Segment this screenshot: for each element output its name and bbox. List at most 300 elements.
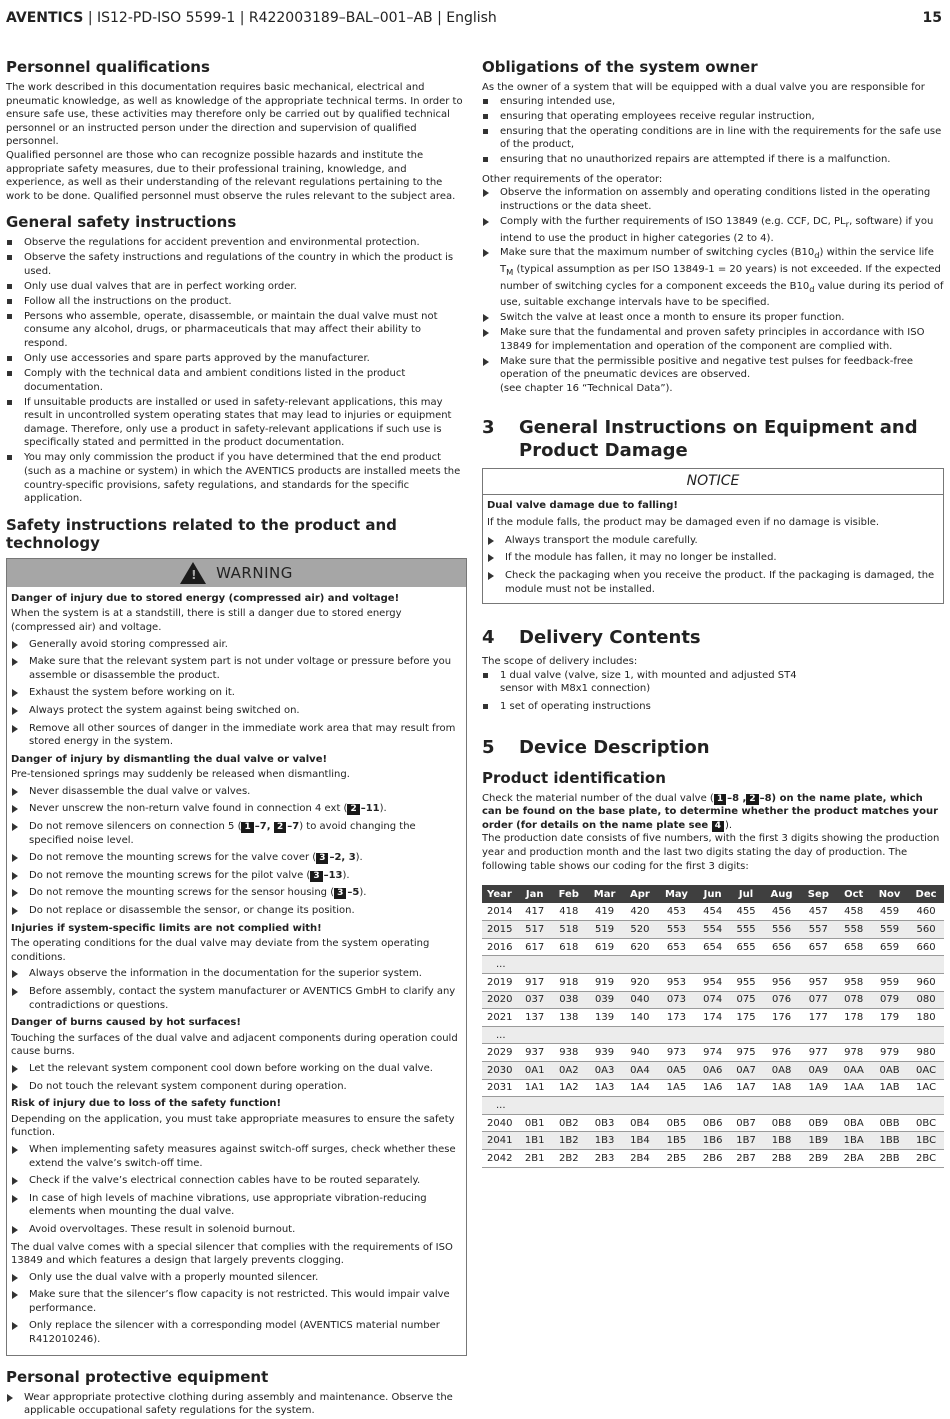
brand-name: AVENTICS: [6, 10, 84, 26]
table-cell: 1A5: [657, 1079, 696, 1097]
table-cell: 0AA: [836, 1061, 871, 1079]
figure-ref-text: –2, 3: [329, 852, 356, 864]
item-text: , software) if you intend to use the product in higher categories (2 to 4).: [500, 215, 934, 244]
list-item: Let the relevant system component cool down before working on the dual valve.: [11, 1062, 462, 1076]
list-item: [11, 851, 462, 865]
table-cell: 619: [586, 938, 623, 956]
personnel-paragraph-2: Qualified personnel are those who can recognize possible hazards and institute the appropriate safety measures, due to their professional training, knowledge, and experience, as well as their understanding of the relevant regulations pertaining to the work to be done. Qualified personnel must observe the rules relevant to the subject area.: [6, 149, 456, 202]
list-item: Do not replace or disassemble the sensor, or change its position.: [11, 904, 462, 918]
list-item: Before assembly, contact the system manufacturer or AVENTICS GmbH to clarify any contradictions or questions.: [11, 985, 462, 1012]
table-cell: 1BA: [836, 1132, 871, 1150]
table-cell: 0B8: [763, 1114, 801, 1132]
chapter-title: General Instructions on Equipment and Product Damage: [519, 416, 918, 461]
list-item: ensuring that operating employees receive regular instruction,: [482, 110, 944, 124]
table-cell: 1A8: [763, 1079, 801, 1097]
list-item: Only replace the silencer with a corresponding model (AVENTICS material number R412010246).: [11, 1319, 462, 1346]
table-cell: 980: [908, 1044, 944, 1062]
table-cell: 2041: [482, 1132, 518, 1150]
chapter-4-heading: [482, 626, 944, 649]
table-row: [482, 1044, 944, 1062]
table-cell: 520: [623, 921, 657, 939]
list-item: Wear appropriate protective clothing during assembly and maintenance. Observe the applicable occupational safety regulations for the system.: [6, 1391, 466, 1418]
table-cell: 2019: [482, 973, 518, 991]
table-cell: 1B4: [623, 1132, 657, 1150]
table-cell: 1A7: [729, 1079, 762, 1097]
chapter-5: [482, 736, 944, 1168]
table-cell: 2020: [482, 991, 518, 1009]
list-item: Always observe the information in the documentation for the superior system.: [11, 967, 462, 981]
table-cell: 1A6: [696, 1079, 729, 1097]
list-item: ensuring that no unauthorized repairs are attempted if there is a malfunction.: [482, 153, 944, 167]
table-cell: 2B3: [586, 1149, 623, 1167]
list-item: You may only commission the product if you have determined that the end product (such as a machine or system) in which the AVENTICS products are installed meets the country-specific provisions, safety regulations, and standards for the specific application.: [6, 451, 466, 505]
table-cell: 137: [518, 1009, 551, 1027]
table-cell: 0B2: [551, 1114, 586, 1132]
table-cell: 460: [908, 903, 944, 921]
table-cell: 919: [586, 973, 623, 991]
table-cell: 1B3: [586, 1132, 623, 1150]
subscript: M: [506, 267, 514, 278]
table-row: [482, 903, 944, 921]
notice-body: [483, 495, 943, 604]
table-row: [482, 938, 944, 956]
table-cell: 078: [836, 991, 871, 1009]
chapter-title: Delivery Contents: [519, 627, 701, 649]
table-cell: 0B6: [696, 1114, 729, 1132]
table-header-cell: Apr: [623, 885, 657, 903]
table-cell: 0A1: [518, 1061, 551, 1079]
item-text: ).: [724, 819, 733, 831]
product-safety-title: Safety instructions related to the product and technology: [6, 515, 397, 552]
notice-list: [487, 534, 939, 596]
table-cell: 617: [518, 938, 551, 956]
figure-ref-text: –7,: [254, 821, 274, 833]
subscript: d: [809, 283, 815, 294]
table-row: [482, 1026, 944, 1044]
list-item: Only use dual valves that are in perfect working order.: [6, 280, 466, 294]
notice-header: NOTICE: [483, 469, 943, 495]
table-row: [482, 1132, 944, 1150]
table-cell: 659: [871, 938, 908, 956]
table-cell: 654: [696, 938, 729, 956]
list-item: Generally avoid storing compressed air.: [11, 638, 462, 652]
table-cell: 0A6: [696, 1061, 729, 1079]
ppe-section: [6, 1368, 466, 1418]
table-cell: 960: [908, 973, 944, 991]
table-cell: 174: [696, 1009, 729, 1027]
table-cell: 1A3: [586, 1079, 623, 1097]
item-text: ).: [355, 852, 363, 864]
list-item: Observe the safety instructions and regulations of the country in which the product is used.: [6, 251, 466, 278]
table-row: [482, 1009, 944, 1027]
table-cell: 2B9: [800, 1149, 836, 1167]
table-cell: 1AA: [836, 1079, 871, 1097]
figure-ref-text: –13: [323, 869, 343, 881]
table-cell: 0AC: [908, 1061, 944, 1079]
figure-ref-badge: 3: [310, 871, 322, 882]
table-cell: 419: [586, 903, 623, 921]
warning-safety-function-intro: Depending on the application, you must take appropriate measures to ensure the safety function.: [11, 1113, 455, 1139]
list-item: 1 dual valve (valve, size 1, with mounted and adjusted ST4 sensor with M8x1 connection): [482, 669, 822, 696]
table-header-cell: Sep: [800, 885, 836, 903]
table-cell: 0B3: [586, 1114, 623, 1132]
item-text: Make sure that the maximum number of switching cycles (B10: [500, 247, 815, 259]
table-cell: 076: [763, 991, 801, 1009]
table-cell: 653: [657, 938, 696, 956]
table-cell: 2BB: [871, 1149, 908, 1167]
table-cell: 453: [657, 903, 696, 921]
list-item: Never disassemble the dual valve or valves.: [11, 785, 462, 799]
list-item: Do not touch the relevant system component during operation.: [11, 1080, 462, 1094]
table-header-cell: Oct: [836, 885, 871, 903]
table-cell: 459: [871, 903, 908, 921]
table-header-row: [482, 885, 944, 903]
list-item: Make sure that the silencer’s flow capacity is not restricted. This would impair valve performance.: [11, 1288, 462, 1315]
table-cell: 420: [623, 903, 657, 921]
personnel-paragraph-1: The work described in this documentation requires basic mechanical, electrical and pneumatic knowledge, as well as knowledge of the appropriate technical terms. In order to ensure safe use, these activities may therefore only be carried out by qualified technical personnel or an instructed person under the direction and supervision of qualified personnel.: [6, 82, 463, 148]
table-cell: 2B4: [623, 1149, 657, 1167]
warning-silencer-list: [11, 1271, 462, 1347]
table-cell: 1A2: [551, 1079, 586, 1097]
list-item: Switch the valve at least once a month to ensure its proper function.: [482, 311, 944, 325]
owner-list: [482, 95, 944, 167]
table-cell: 554: [696, 921, 729, 939]
table-ellipsis-cell: ...: [482, 1097, 944, 1115]
general-safety-list: [6, 236, 466, 505]
table-cell: 957: [800, 973, 836, 991]
list-item: [482, 215, 944, 245]
table-cell: 417: [518, 903, 551, 921]
figure-ref-text: –11: [360, 803, 380, 815]
figure-ref-text: –8) on the name plate, which can be found on the base plate, to determine whether the product matches your order (for details on the name plate see: [482, 792, 939, 831]
table-cell: 939: [586, 1044, 623, 1062]
item-text: (typical assumption as per ISO 13849-1 = 20 years) is not exceeded. If the expected number of switching cycles for a component exceeds the B10: [500, 264, 941, 292]
list-item: [482, 246, 944, 309]
table-cell: 979: [871, 1044, 908, 1062]
list-item: Always protect the system against being switched on.: [11, 704, 462, 718]
warning-body: [7, 587, 466, 1355]
table-cell: 176: [763, 1009, 801, 1027]
list-item: 1 set of operating instructions: [482, 700, 822, 714]
table-cell: 074: [696, 991, 729, 1009]
table-cell: 178: [836, 1009, 871, 1027]
table-row: [482, 1079, 944, 1097]
list-item: Only use the dual valve with a properly mounted silencer.: [11, 1271, 462, 1285]
list-item: Observe the information on assembly and operating conditions listed in the operating instructions or the data sheet.: [482, 186, 944, 213]
figure-ref-badge: 3: [334, 888, 346, 899]
personnel-title: Personnel qualifications: [6, 58, 210, 76]
table-cell: 518: [551, 921, 586, 939]
warning-safety-function-list: [11, 1143, 462, 1237]
list-item: [11, 886, 462, 900]
table-cell: 0A8: [763, 1061, 801, 1079]
warning-label: WARNING: [216, 563, 293, 582]
table-cell: 976: [763, 1044, 801, 1062]
warning-burns-intro: Touching the surfaces of the dual valve and adjacent components during operation could cause burns.: [11, 1032, 458, 1058]
chapter-number: 3: [482, 416, 495, 438]
table-row: [482, 921, 944, 939]
table-cell: 517: [518, 921, 551, 939]
page-number: 15: [922, 10, 942, 26]
page-header: [6, 10, 944, 28]
table-cell: 918: [551, 973, 586, 991]
table-cell: 937: [518, 1044, 551, 1062]
table-header-cell: Year: [482, 885, 518, 903]
list-item: [11, 820, 462, 847]
production-date-text: The production date consists of five numbers, with the first 3 digits showing the production year and production month and the last two digits stating the day of production. The following table shows our coding for the first 3 digits:: [482, 833, 940, 872]
table-cell: 1A9: [800, 1079, 836, 1097]
ppe-title: Personal protective equipment: [6, 1367, 269, 1386]
operator-requirements-intro: Other requirements of the operator:: [482, 173, 663, 185]
table-cell: 077: [800, 991, 836, 1009]
warning-limits-intro: The operating conditions for the dual valve may deviate from the system operating conditions.: [11, 938, 430, 963]
table-cell: 2B2: [551, 1149, 586, 1167]
table-cell: 1BC: [908, 1132, 944, 1150]
warning-stored-energy-intro: When the system is at a standstill, there is still a danger due to stored energy (compressed air) and voltage.: [11, 608, 402, 633]
warning-dismantling-intro: Pre-tensioned springs may suddenly be released when dismantling.: [11, 769, 350, 781]
warning-burns-list: [11, 1062, 462, 1093]
general-safety-section: [6, 213, 466, 505]
owner-title: Obligations of the system owner: [482, 58, 758, 76]
table-cell: 080: [908, 991, 944, 1009]
table-row: [482, 973, 944, 991]
subscript: d: [814, 250, 820, 261]
table-cell: 0BC: [908, 1114, 944, 1132]
table-cell: 557: [800, 921, 836, 939]
table-cell: 938: [551, 1044, 586, 1062]
table-cell: 0AB: [871, 1061, 908, 1079]
list-item: Always transport the module carefully.: [487, 534, 939, 548]
table-cell: 039: [586, 991, 623, 1009]
table-cell: 953: [657, 973, 696, 991]
table-body: [482, 903, 944, 1167]
table-cell: 079: [871, 991, 908, 1009]
document-reference: | IS12-PD-ISO 5599-1 | R422003189–BAL–001–AB | English: [83, 10, 497, 26]
item-text: Comply with the further requirements of ISO 13849 (e.g. CCF, DC, PL: [500, 215, 846, 227]
table-cell: 655: [729, 938, 762, 956]
item-text: Do not remove the mounting screws for the pilot valve (: [29, 869, 311, 881]
list-item: Exhaust the system before working on it.: [11, 686, 462, 700]
general-safety-title: General safety instructions: [6, 213, 237, 232]
item-text: ) to avoid changing the specified noise level.: [29, 821, 416, 846]
table-cell: 037: [518, 991, 551, 1009]
table-cell: 920: [623, 973, 657, 991]
table-cell: 555: [729, 921, 762, 939]
table-cell: 455: [729, 903, 762, 921]
table-cell: 1B2: [551, 1132, 586, 1150]
table-cell: 556: [763, 921, 801, 939]
item-text: Do not remove the mounting screws for the sensor housing (: [29, 887, 335, 899]
table-row: [482, 1097, 944, 1115]
table-cell: 2031: [482, 1079, 518, 1097]
figure-ref-badge: 4: [712, 821, 724, 832]
table-cell: 2014: [482, 903, 518, 921]
table-cell: 1B6: [696, 1132, 729, 1150]
table-cell: 940: [623, 1044, 657, 1062]
chapter-number: 4: [482, 627, 495, 649]
list-item: Observe the regulations for accident prevention and environmental protection.: [6, 236, 466, 250]
table-cell: 138: [551, 1009, 586, 1027]
table-cell: 139: [586, 1009, 623, 1027]
table-cell: 958: [836, 973, 871, 991]
table-cell: 0A5: [657, 1061, 696, 1079]
list-item: Persons who assemble, operate, disassemble, or maintain the dual valve must not consume any alcohol, drugs, or pharmaceuticals that may affect their ability to respond.: [6, 310, 466, 351]
table-row: [482, 991, 944, 1009]
table-cell: 559: [871, 921, 908, 939]
table-cell: 2042: [482, 1149, 518, 1167]
table-header-cell: Aug: [763, 885, 801, 903]
figure-ref-badge: 1: [241, 822, 253, 833]
warning-stored-energy-list: [11, 638, 462, 749]
figure-ref-text: –8 ,: [727, 792, 747, 804]
product-identification-title: Product identification: [482, 768, 666, 787]
notice-subtitle: Dual valve damage due to falling!: [487, 499, 678, 511]
item-text: ) within the service life T: [500, 247, 934, 276]
warning-box: [6, 558, 467, 1356]
warning-dismantling-title: Danger of injury by dismantling the dual valve or valve!: [11, 753, 328, 765]
table-cell: 2B5: [657, 1149, 696, 1167]
list-item: ensuring intended use,: [482, 95, 944, 109]
warning-limits-list: [11, 967, 462, 1012]
table-cell: 1B7: [729, 1132, 762, 1150]
table-cell: 173: [657, 1009, 696, 1027]
table-cell: 2B6: [696, 1149, 729, 1167]
table-header-cell: Dec: [908, 885, 944, 903]
table-header-cell: Mar: [586, 885, 623, 903]
item-text: Make sure that the permissible positive and negative test pulses for feedback-free operation of the pneumatic devices are observed.: [500, 355, 914, 381]
table-header-cell: Jun: [696, 885, 729, 903]
table-cell: 956: [763, 973, 801, 991]
item-text: Do not remove silencers on connection 5 (: [29, 821, 242, 833]
table-cell: 2B1: [518, 1149, 551, 1167]
figure-ref-text: –7: [287, 821, 300, 833]
table-cell: 175: [729, 1009, 762, 1027]
table-cell: 1B9: [800, 1132, 836, 1150]
table-cell: 038: [551, 991, 586, 1009]
table-cell: 2016: [482, 938, 518, 956]
table-cell: 140: [623, 1009, 657, 1027]
notice-box: [482, 468, 944, 605]
list-item: When implementing safety measures against switch-off surges, check whether these extend the valve’s switch-off time.: [11, 1143, 462, 1170]
item-text: Check the material number of the dual valve (: [482, 792, 714, 804]
table-row: [482, 1149, 944, 1167]
item-text: ).: [342, 869, 350, 881]
table-cell: 180: [908, 1009, 944, 1027]
table-cell: 656: [763, 938, 801, 956]
warning-silencer-text: The dual valve comes with a special silencer that complies with the requirements of ISO 13849 and which features a design that largely prevents clogging.: [11, 1241, 453, 1267]
table-cell: 1BB: [871, 1132, 908, 1150]
table-ellipsis-cell: ...: [482, 956, 944, 974]
table-cell: 973: [657, 1044, 696, 1062]
chapter-3: [482, 416, 944, 605]
table-cell: 2040: [482, 1114, 518, 1132]
table-cell: 2029: [482, 1044, 518, 1062]
table-cell: 0A2: [551, 1061, 586, 1079]
table-cell: 560: [908, 921, 944, 939]
chapter-4: [482, 626, 944, 713]
warning-limits-title: Injuries if system-specific limits are not complied with!: [11, 922, 322, 934]
list-item: Check the packaging when you receive the product. If the packaging is damaged, the module must not be installed.: [487, 569, 939, 596]
table-cell: 2030: [482, 1061, 518, 1079]
list-item: In case of high levels of machine vibrations, use appropriate vibration-reducing elements when mounting the dual valve.: [11, 1192, 462, 1219]
warning-burns-title: Danger of burns caused by hot surfaces!: [11, 1017, 241, 1029]
table-cell: 456: [763, 903, 801, 921]
warning-header: [7, 559, 466, 587]
right-column: [482, 58, 944, 1168]
table-header-cell: May: [657, 885, 696, 903]
table-cell: 457: [800, 903, 836, 921]
delivery-list: [482, 669, 822, 714]
table-ellipsis-cell: ...: [482, 1026, 944, 1044]
table-cell: 0B1: [518, 1114, 551, 1132]
table-cell: 0B5: [657, 1114, 696, 1132]
list-item: Follow all the instructions on the product.: [6, 295, 466, 309]
left-column: [6, 58, 466, 1419]
item-text: Never unscrew the non-return valve found in connection 4 ext (: [29, 803, 348, 815]
table-cell: 0B9: [800, 1114, 836, 1132]
table-cell: 1A4: [623, 1079, 657, 1097]
figure-ref-text: –5: [347, 887, 360, 899]
table-cell: 0A9: [800, 1061, 836, 1079]
list-item: If the module has fallen, it may no longer be installed.: [487, 551, 939, 565]
figure-ref-badge: 1: [714, 794, 726, 805]
warning-stored-energy-title: Danger of injury due to stored energy (compressed air) and voltage!: [11, 592, 400, 604]
table-header-cell: Jul: [729, 885, 762, 903]
table-cell: 2BA: [836, 1149, 871, 1167]
table-cell: 1B5: [657, 1132, 696, 1150]
table-cell: 657: [800, 938, 836, 956]
table-cell: 917: [518, 973, 551, 991]
figure-ref-badge: 3: [316, 853, 328, 864]
chapter-3-heading: [482, 416, 944, 462]
list-item: Make sure that the relevant system part is not under voltage or pressure before you assemble or disassemble the product.: [11, 655, 462, 682]
table-cell: 0A3: [586, 1061, 623, 1079]
table-cell: 977: [800, 1044, 836, 1062]
table-cell: 1B1: [518, 1132, 551, 1150]
product-identification-text: [482, 792, 944, 833]
table-cell: 978: [836, 1044, 871, 1062]
table-cell: 620: [623, 938, 657, 956]
notice-intro: If the module falls, the product may be damaged even if no damage is visible.: [487, 517, 880, 529]
table-cell: 177: [800, 1009, 836, 1027]
table-cell: 2021: [482, 1009, 518, 1027]
table-cell: 955: [729, 973, 762, 991]
list-item: Remove all other sources of danger in the immediate work area that may result from stored energy in the system.: [11, 722, 462, 749]
table-header-cell: Nov: [871, 885, 908, 903]
chapter-number: 5: [482, 736, 495, 758]
owner-section: [482, 58, 944, 396]
list-item: Check if the valve’s electrical connection cables have to be routed separately.: [11, 1174, 462, 1188]
figure-ref-badge: 2: [347, 804, 359, 815]
table-cell: 458: [836, 903, 871, 921]
table-cell: 660: [908, 938, 944, 956]
warning-safety-function-title: Risk of injury due to loss of the safety function!: [11, 1098, 282, 1110]
personnel-section: [6, 58, 466, 203]
table-cell: 1A1: [518, 1079, 551, 1097]
table-cell: 0B4: [623, 1114, 657, 1132]
list-item: [11, 869, 462, 883]
table-cell: 2015: [482, 921, 518, 939]
table-cell: 179: [871, 1009, 908, 1027]
table-cell: 0BB: [871, 1114, 908, 1132]
figure-ref-badge: 2: [746, 794, 758, 805]
delivery-intro: The scope of delivery includes:: [482, 656, 638, 668]
table-cell: 558: [836, 921, 871, 939]
table-cell: 0A4: [623, 1061, 657, 1079]
table-cell: 553: [657, 921, 696, 939]
table-header-cell: Feb: [551, 885, 586, 903]
table-cell: 1AB: [871, 1079, 908, 1097]
